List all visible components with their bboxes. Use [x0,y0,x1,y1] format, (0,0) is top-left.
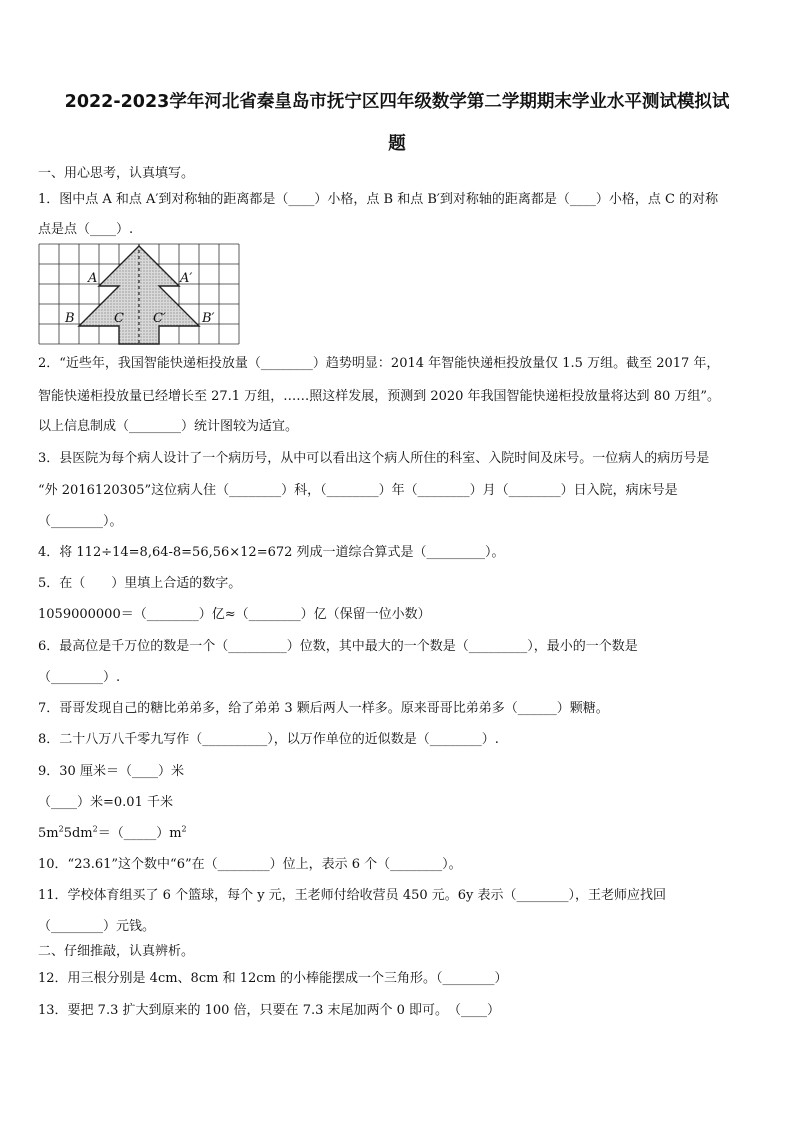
question-10: 10．“23.61”这个数中“6”在（________）位上，表示 6 个（________）。 [38,857,462,872]
label-c: C [114,311,124,326]
question-3-line-1: 3．县医院为每个病人设计了一个病历号，从中可以看出这个病人所住的科室、入院时间及床号。一位病人的病历号是 [38,451,710,466]
question-3-line-2: “外 2016120305”这位病人住（________）科，（________）年（________）月（________）日入院，病床号是 [38,483,678,498]
question-5-line-2: 1059000000＝（________）亿≈（________）亿（保留一位小数） [38,607,431,622]
label-b-prime: B′ [202,311,215,326]
question-7: 7．哥哥发现自己的糖比弟弟多，给了弟弟 3 颗后两人一样多。原来哥哥比弟弟多（______）颗糖。 [38,701,609,716]
question-2-line-2: 智能快递柜投放量已经增长至 27.1 万组，……照这样发展，预测到 2020 年我国智能快递柜投放量将达到 80 万组”。 [38,389,721,404]
question-9-line-2: （____）米=0.01 千米 [38,795,173,810]
question-6-line-2: （________）. [38,670,121,685]
label-a-prime: A′ [180,271,193,286]
section-2-heading: 二、仔细推敲，认真辨析。 [38,944,195,959]
question-9-line-3: $5m^25dm^2=(\_\_\_\_\_)m^2$ [38,824,187,841]
question-12: 12．用三根分别是 4cm、8cm 和 12cm 的小棒能摆成一个三角形。（________） [38,971,508,986]
question-5-line-1: 5．在（ ）里填上合适的数字。 [38,576,242,591]
question-3-line-3: （________）。 [38,514,123,529]
question-9-line-1: 9．30 厘米＝（____）米 [38,764,184,779]
question-6-line-1: 6．最高位是千万位的数是一个（_________）位数，其中最大的一个数是（_________），最小的一个数是 [38,639,638,654]
question-8: 8．二十八万八千零九写作（__________），以万作单位的近似数是（________）. [38,732,499,747]
label-c-prime: C′ [153,311,166,326]
label-a: A [88,271,98,286]
question-4: 4．将 112÷14=8,64-8=56,56×12=672 列成一道综合算式是（_________）。 [38,545,505,560]
question-13: 13．要把 7.3 扩大到原来的 100 倍，只要在 7.3 末尾加两个 0 即可。 （____） [38,1003,501,1018]
question-1-line-1: 1．图中点 A 和点 A′到对称轴的距离都是（____）小格，点 B 和点 B′到对称轴的距离都是（____）小格，点 C 的对称 [38,192,719,207]
document-title-line-1: 2022-2023学年河北省秦皇岛市抚宁区四年级数学第二学期期末学业水平测试模拟试 [64,92,730,112]
question-2-line-3: 以上信息制成（________）统计图较为适宜。 [38,419,299,434]
section-1-heading: 一、用心思考，认真填写。 [38,166,195,181]
label-b: B [65,311,75,326]
symmetry-figure [38,243,240,349]
question-1-line-2: 点是点（____）. [38,222,134,237]
question-11-line-2: （________）元钱。 [38,919,156,934]
question-2-line-1: 2．“近些年，我国智能快递柜投放量（________）趋势明显：2014 年智能快递柜投放量仅 1.5 万组。截至 2017 年， [38,356,720,371]
question-11-line-1: 11．学校体育组买了 6 个篮球，每个 y 元，王老师付给收营员 450 元。6y 表示（________），王老师应找回 [38,888,667,903]
document-title-line-2: 题 [388,134,406,154]
